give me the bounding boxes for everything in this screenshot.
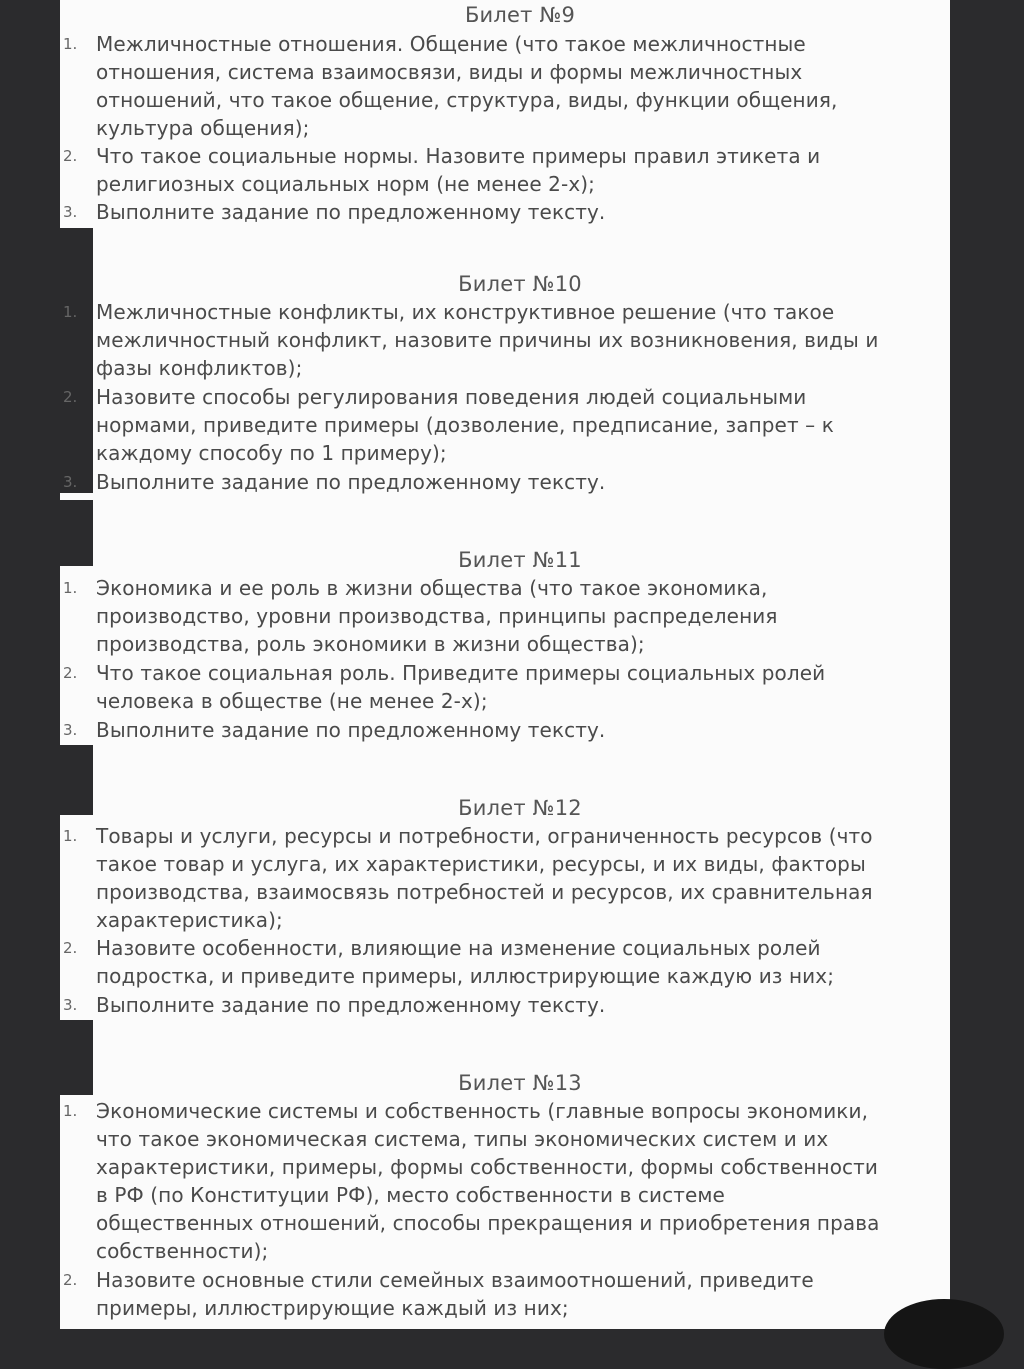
question-number: 1. xyxy=(63,576,77,600)
question-text: Экономика и ее роль в жизни общества (что такое экономика, производство, уровни производства, принципы распределения производства, роль экономики в жизни общества); xyxy=(96,574,946,658)
question-number: 1. xyxy=(63,1099,77,1123)
question-number: 1. xyxy=(63,32,77,56)
question-text: Выполните задание по предложенному тексту. xyxy=(96,716,946,744)
question-number: 2. xyxy=(63,144,77,168)
page-gap xyxy=(60,228,93,493)
question-number: 2. xyxy=(63,385,77,409)
question-text: Экономические системы и собственность (главные вопросы экономики, что такое экономическая система, типы экономических систем и их характеристики, примеры, формы собственности, формы собственности в РФ (по Конституции РФ), место собственности в системе общественных отношений, способы прекращения и приобретения права собственности); xyxy=(96,1097,946,1265)
question-text: Выполните задание по предложенному тексту. xyxy=(96,198,946,226)
question-text: Что такое социальная роль. Приведите примеры социальных ролей человека в обществе (не менее 2-х); xyxy=(96,659,946,715)
question-text: Назовите основные стили семейных взаимоотношений, приведите примеры, иллюстрирующие каждый из них; xyxy=(96,1266,946,1322)
ticket-title: Билет №12 xyxy=(60,794,980,822)
question-text: Выполните задание по предложенному тексту. xyxy=(96,991,946,1019)
question-text: Что такое социальные нормы. Назовите примеры правил этикета и религиозных социальных норм (не менее 2-х); xyxy=(96,142,946,198)
question-number: 2. xyxy=(63,1268,77,1292)
question-number: 3. xyxy=(63,718,77,742)
question-number: 1. xyxy=(63,824,77,848)
question-number: 1. xyxy=(63,300,77,324)
question-number: 3. xyxy=(63,993,77,1017)
question-number: 2. xyxy=(63,936,77,960)
ticket-title: Билет №10 xyxy=(60,270,980,298)
question-text: Выполните задание по предложенному тексту. xyxy=(96,468,946,496)
question-text: Межличностные отношения. Общение (что такое межличностные отношения, система взаимосвязи, виды и формы межличностных отношений, что такое общение, структура, виды, функции общения, культура общения); xyxy=(96,30,946,142)
question-text: Межличностные конфликты, их конструктивное решение (что такое межличностный конфликт, назовите причины их возникновения, виды и фазы конфликтов); xyxy=(96,298,946,382)
ticket-title: Билет №13 xyxy=(60,1069,980,1097)
question-number: 2. xyxy=(63,661,77,685)
question-text: Товары и услуги, ресурсы и потребности, ограниченность ресурсов (что такое товар и услуга, их характеристики, ресурсы, и их виды, факторы производства, взаимосвязь потребностей и ресурсов, их сравнительная характеристика); xyxy=(96,822,946,934)
question-number: 3. xyxy=(63,470,77,494)
question-text: Назовите способы регулирования поведения людей социальными нормами, приведите примеры (дозволение, предписание, запрет – к каждому способу по 1 примеру); xyxy=(96,383,946,467)
ticket-title: Билет №11 xyxy=(60,546,980,574)
corner-shadow xyxy=(884,1299,1004,1369)
ticket-title: Билет №9 xyxy=(60,1,980,29)
question-text: Назовите особенности, влияющие на изменение социальных ролей подростка, и приведите примеры, иллюстрирующие каждую из них; xyxy=(96,934,946,990)
question-number: 3. xyxy=(63,200,77,224)
